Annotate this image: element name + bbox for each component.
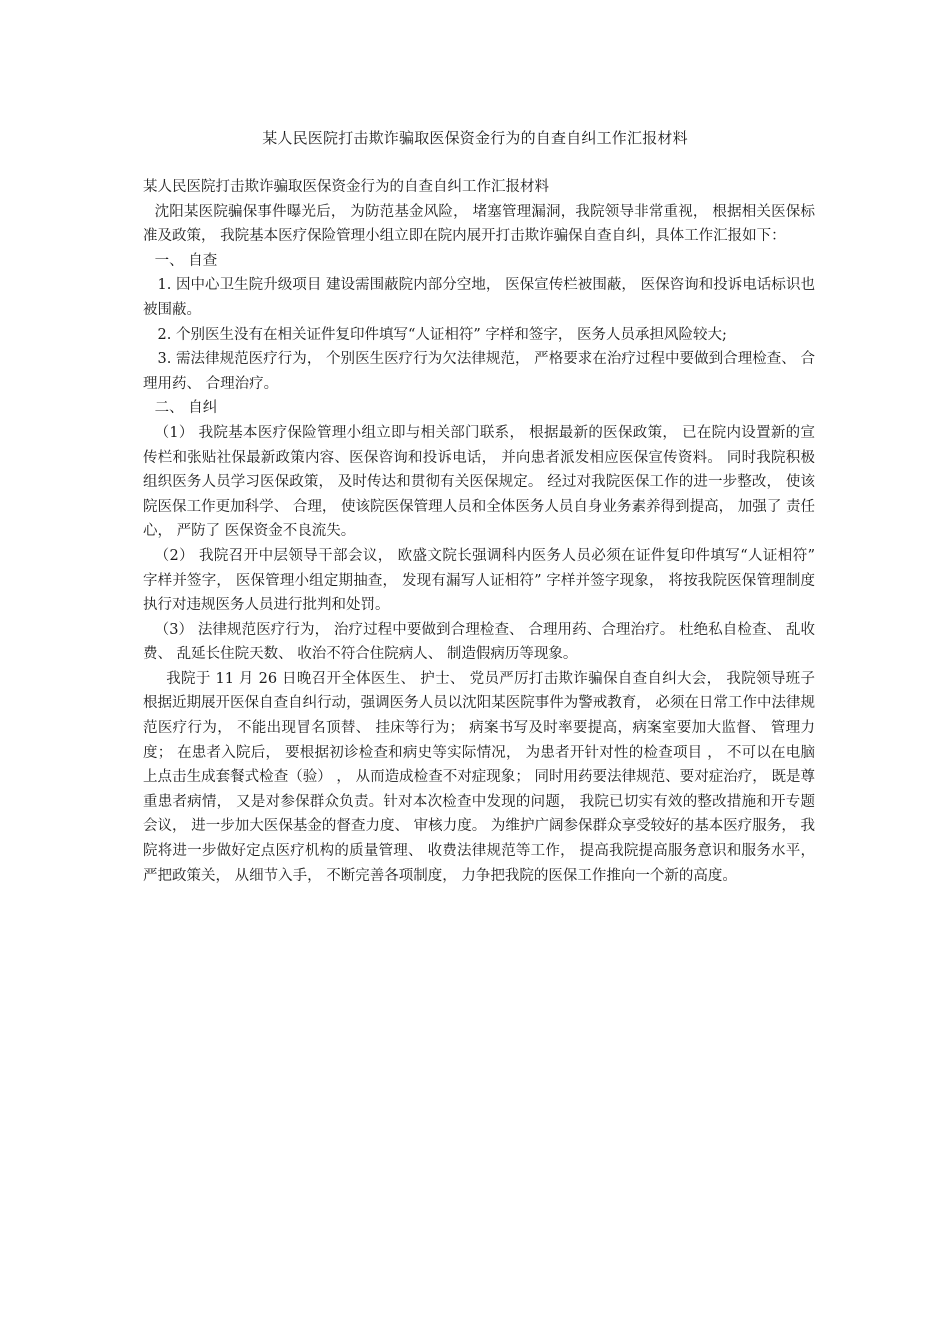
section-heading-self-correct: 二、 自纠 [154, 400, 218, 417]
body-heading: 某人民医院打击欺诈骗取医保资金行为的自查自纠工作汇报材料 [143, 179, 549, 195]
self-correct-item-1: （1） 我院基本医疗保险管理小组立即与相关部门联系， 根据最新的医保政策， 已在院内设置新的宣传栏和张贴社保最新政策内容、医保咨询和投诉电话， 并向患者派发相应医保宣传资料。 同时我院积极组织医务人员学习医保政策， 及时传达和贯彻有关医保规定。 经过对我院医保工作的进一步整改， 使该院医保工作更加科学、 合理， 使该院医保管理人员和全体医务人员自身业务素养得到提高， 加强了 责任心， 严防了 医保资金不良流失。 [143, 424, 815, 540]
document-title: 某人民医院打击欺诈骗取医保资金行为的自查自纠工作汇报材料 [262, 129, 688, 147]
intro-paragraph: 沈阳某医院骗保事件曝光后， 为防范基金风险， 堵塞管理漏洞，我院领导非常重视， 根据相关医保标准及政策， 我院基本医疗保险管理小组立即在院内展开打击欺诈骗保自查自纠，具体工作汇报如下： [143, 203, 815, 245]
self-check-item-3: 3. 需法律规范医疗行为， 个别医生医疗行为欠法律规范， 严格要求在治疗过程中要做到合理检查、 合理用药、 合理治疗。 [143, 351, 815, 392]
self-check-item-1: 1. 因中心卫生院升级项目 建设需围蔽院内部分空地， 医保宣传栏被围蔽， 医保咨询和投诉电话标识也被围蔽。 [143, 277, 815, 318]
self-check-item-2: 2. 个别医生没有在相关证件复印件填写“人证相符” 字样和签字， 医务人员承担风险较大; [157, 326, 727, 343]
self-correct-item-2: （2） 我院召开中层领导干部会议， 欧盛文院长强调科内医务人员必须在证件复印件填写“人证相符” 字样并签字， 医保管理小组定期抽查， 发现有漏写人证相符” 字样并签字现象， 将按我院医保管理制度执行对违规医务人员进行批判和处罚。 [143, 547, 815, 614]
document-body [143, 175, 815, 888]
self-correct-item-3: （3） 法律规范医疗行为， 治疗过程中要做到合理检查、 合理用药、合理治疗。 杜绝私自检查、 乱收费、 乱延长住院天数、 收治不符合住院病人、 制造假病历等现象。 [143, 621, 815, 663]
section-heading-self-check: 一、 自查 [154, 252, 218, 269]
closing-paragraph: 我院于 11 月 26 日晚召开全体医生、 护士、 党员严厉打击欺诈骗保自查自纠大会， 我院领导班子根据近期展开医保自查自纠行动，强调医务人员以沈阳某医院事件为警戒教育， 必须在日常工作中法律规范医疗行为， 不能出现冒名顶替、 挂床等行为； 病案书写及时率要提高，病案室要加大监督、 管理力度； 在患者入院后， 要根据初诊检查和病史等实际情况， 为患者开针对性的检查项目 ， 不可以在电脑上点击生成套餐式检查（验） ， 从而造成检查不对症现象； 同时用药要法律规范、要对症治疗， 既是尊重患者病情， 又是对参保群众负责。针对本次检查中发现的问题， 我院已切实有效的整改措施和开专题会议， 进一步加大医保基金的督查力度、 审核力度。 为维护广阔参保群众享受较好的基本医疗服务， 我院将进一步做好定点医疗机构的质量管理、 收费法律规范等工作， 提高我院提高服务意识和服务水平，严把政策关， 从细节入手， 不断完善各项制度， 力争把我院的医保工作推向一个新的高度。 [143, 670, 815, 884]
